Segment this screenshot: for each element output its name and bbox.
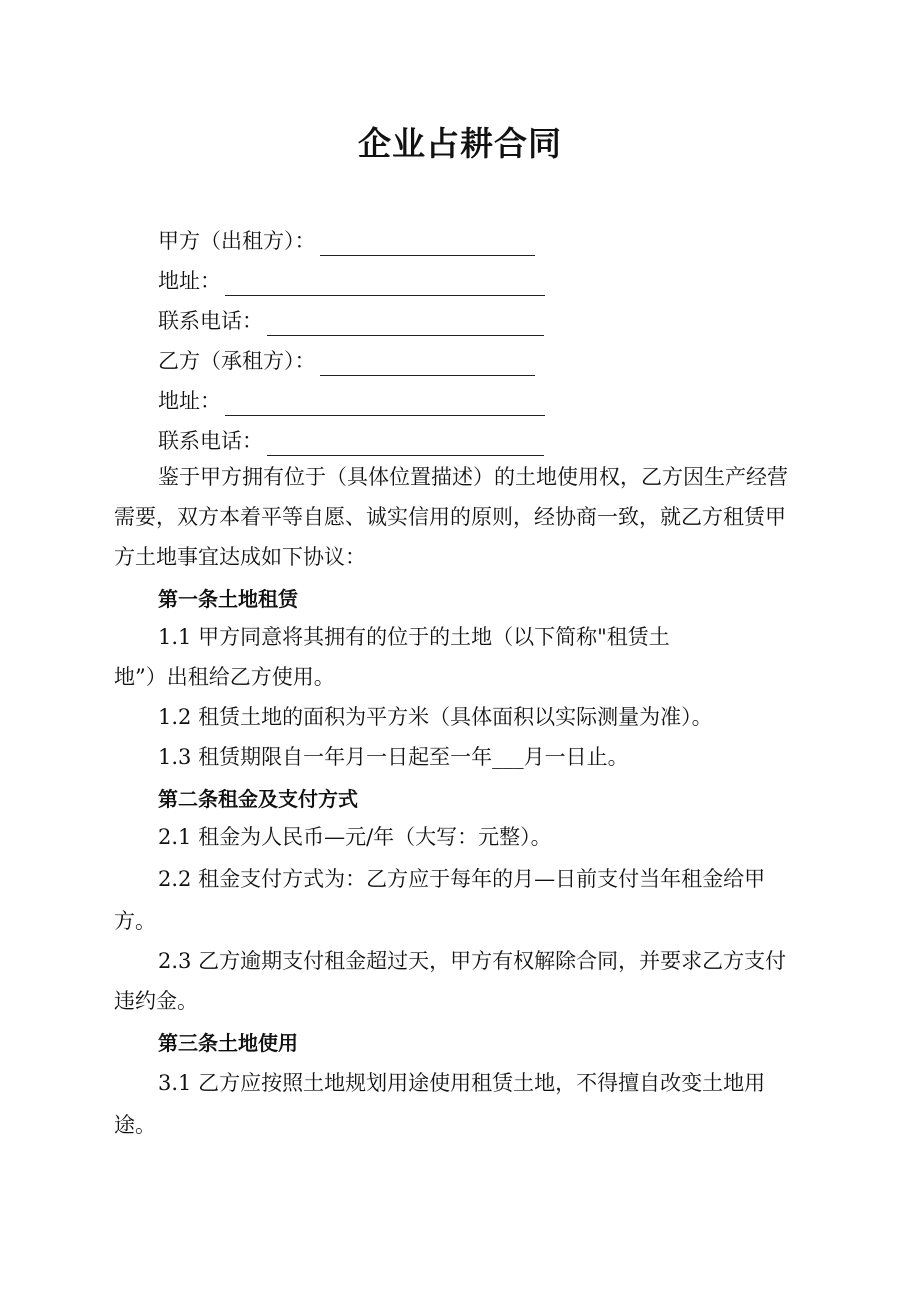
field-label: 地址： bbox=[158, 389, 221, 413]
fill-in-blank bbox=[320, 233, 535, 256]
clause-3-1: 3.1 乙方应按照土地规划用途使用租赁土地，不得擅自改变土地用 bbox=[158, 1071, 766, 1095]
field-label: 联系电话： bbox=[158, 309, 263, 333]
party-b-address-field bbox=[158, 386, 545, 416]
fill-in-blank bbox=[267, 313, 544, 336]
party-b-phone-field bbox=[158, 426, 544, 456]
party-a-name-field bbox=[158, 226, 535, 256]
preamble-line: 鉴于甲方拥有位于（具体位置描述）的土地使用权，乙方因生产经营 bbox=[158, 465, 788, 489]
party-a-phone-field bbox=[158, 306, 544, 336]
field-label: 联系电话： bbox=[158, 429, 263, 453]
article-1-heading: 第一条土地租赁 bbox=[158, 587, 298, 611]
clause-2-3-continued: 违约金。 bbox=[114, 989, 198, 1013]
party-a-address-field bbox=[158, 266, 545, 296]
document-title: 企业占耕合同 bbox=[358, 124, 562, 163]
article-2-heading: 第二条租金及支付方式 bbox=[158, 787, 358, 811]
clause-3-1-continued: 途。 bbox=[114, 1113, 156, 1137]
field-label: 甲方（出租方）： bbox=[158, 229, 316, 253]
fill-in-blank bbox=[225, 273, 545, 296]
clause-2-2: 2.2 租金支付方式为：乙方应于每年的月—日前支付当年租金给甲 bbox=[158, 867, 766, 891]
field-label: 乙方（承租方）： bbox=[158, 349, 316, 373]
party-b-name-field bbox=[158, 346, 535, 376]
clause-2-2-continued: 方。 bbox=[114, 909, 156, 933]
fill-in-blank bbox=[225, 393, 545, 416]
field-label: 地址： bbox=[158, 269, 221, 293]
clause-2-3: 2.3 乙方逾期支付租金超过天，甲方有权解除合同，并要求乙方支付 bbox=[158, 949, 787, 973]
clause-1-1-continued: 地”）出租给乙方使用。 bbox=[114, 665, 335, 689]
preamble-line: 方土地事宜达成如下协议： bbox=[114, 545, 366, 569]
clause-1-3: 1.3 租赁期限自一年月一日起至一年___月一日止。 bbox=[158, 745, 629, 769]
clause-1-1: 1.1 甲方同意将其拥有的位于的土地（以下简称"租赁土 bbox=[158, 625, 670, 649]
clause-1-2: 1.2 租赁土地的面积为平方米（具体面积以实际测量为准）。 bbox=[158, 705, 713, 729]
preamble-line: 需要，双方本着平等自愿、诚实信用的原则，经协商一致，就乙方租赁甲 bbox=[114, 505, 786, 529]
article-3-heading: 第三条土地使用 bbox=[158, 1031, 298, 1055]
fill-in-blank bbox=[320, 353, 535, 376]
fill-in-blank bbox=[267, 433, 544, 456]
clause-2-1: 2.1 租金为人民币—元/年（大写：元整）。 bbox=[158, 825, 552, 849]
